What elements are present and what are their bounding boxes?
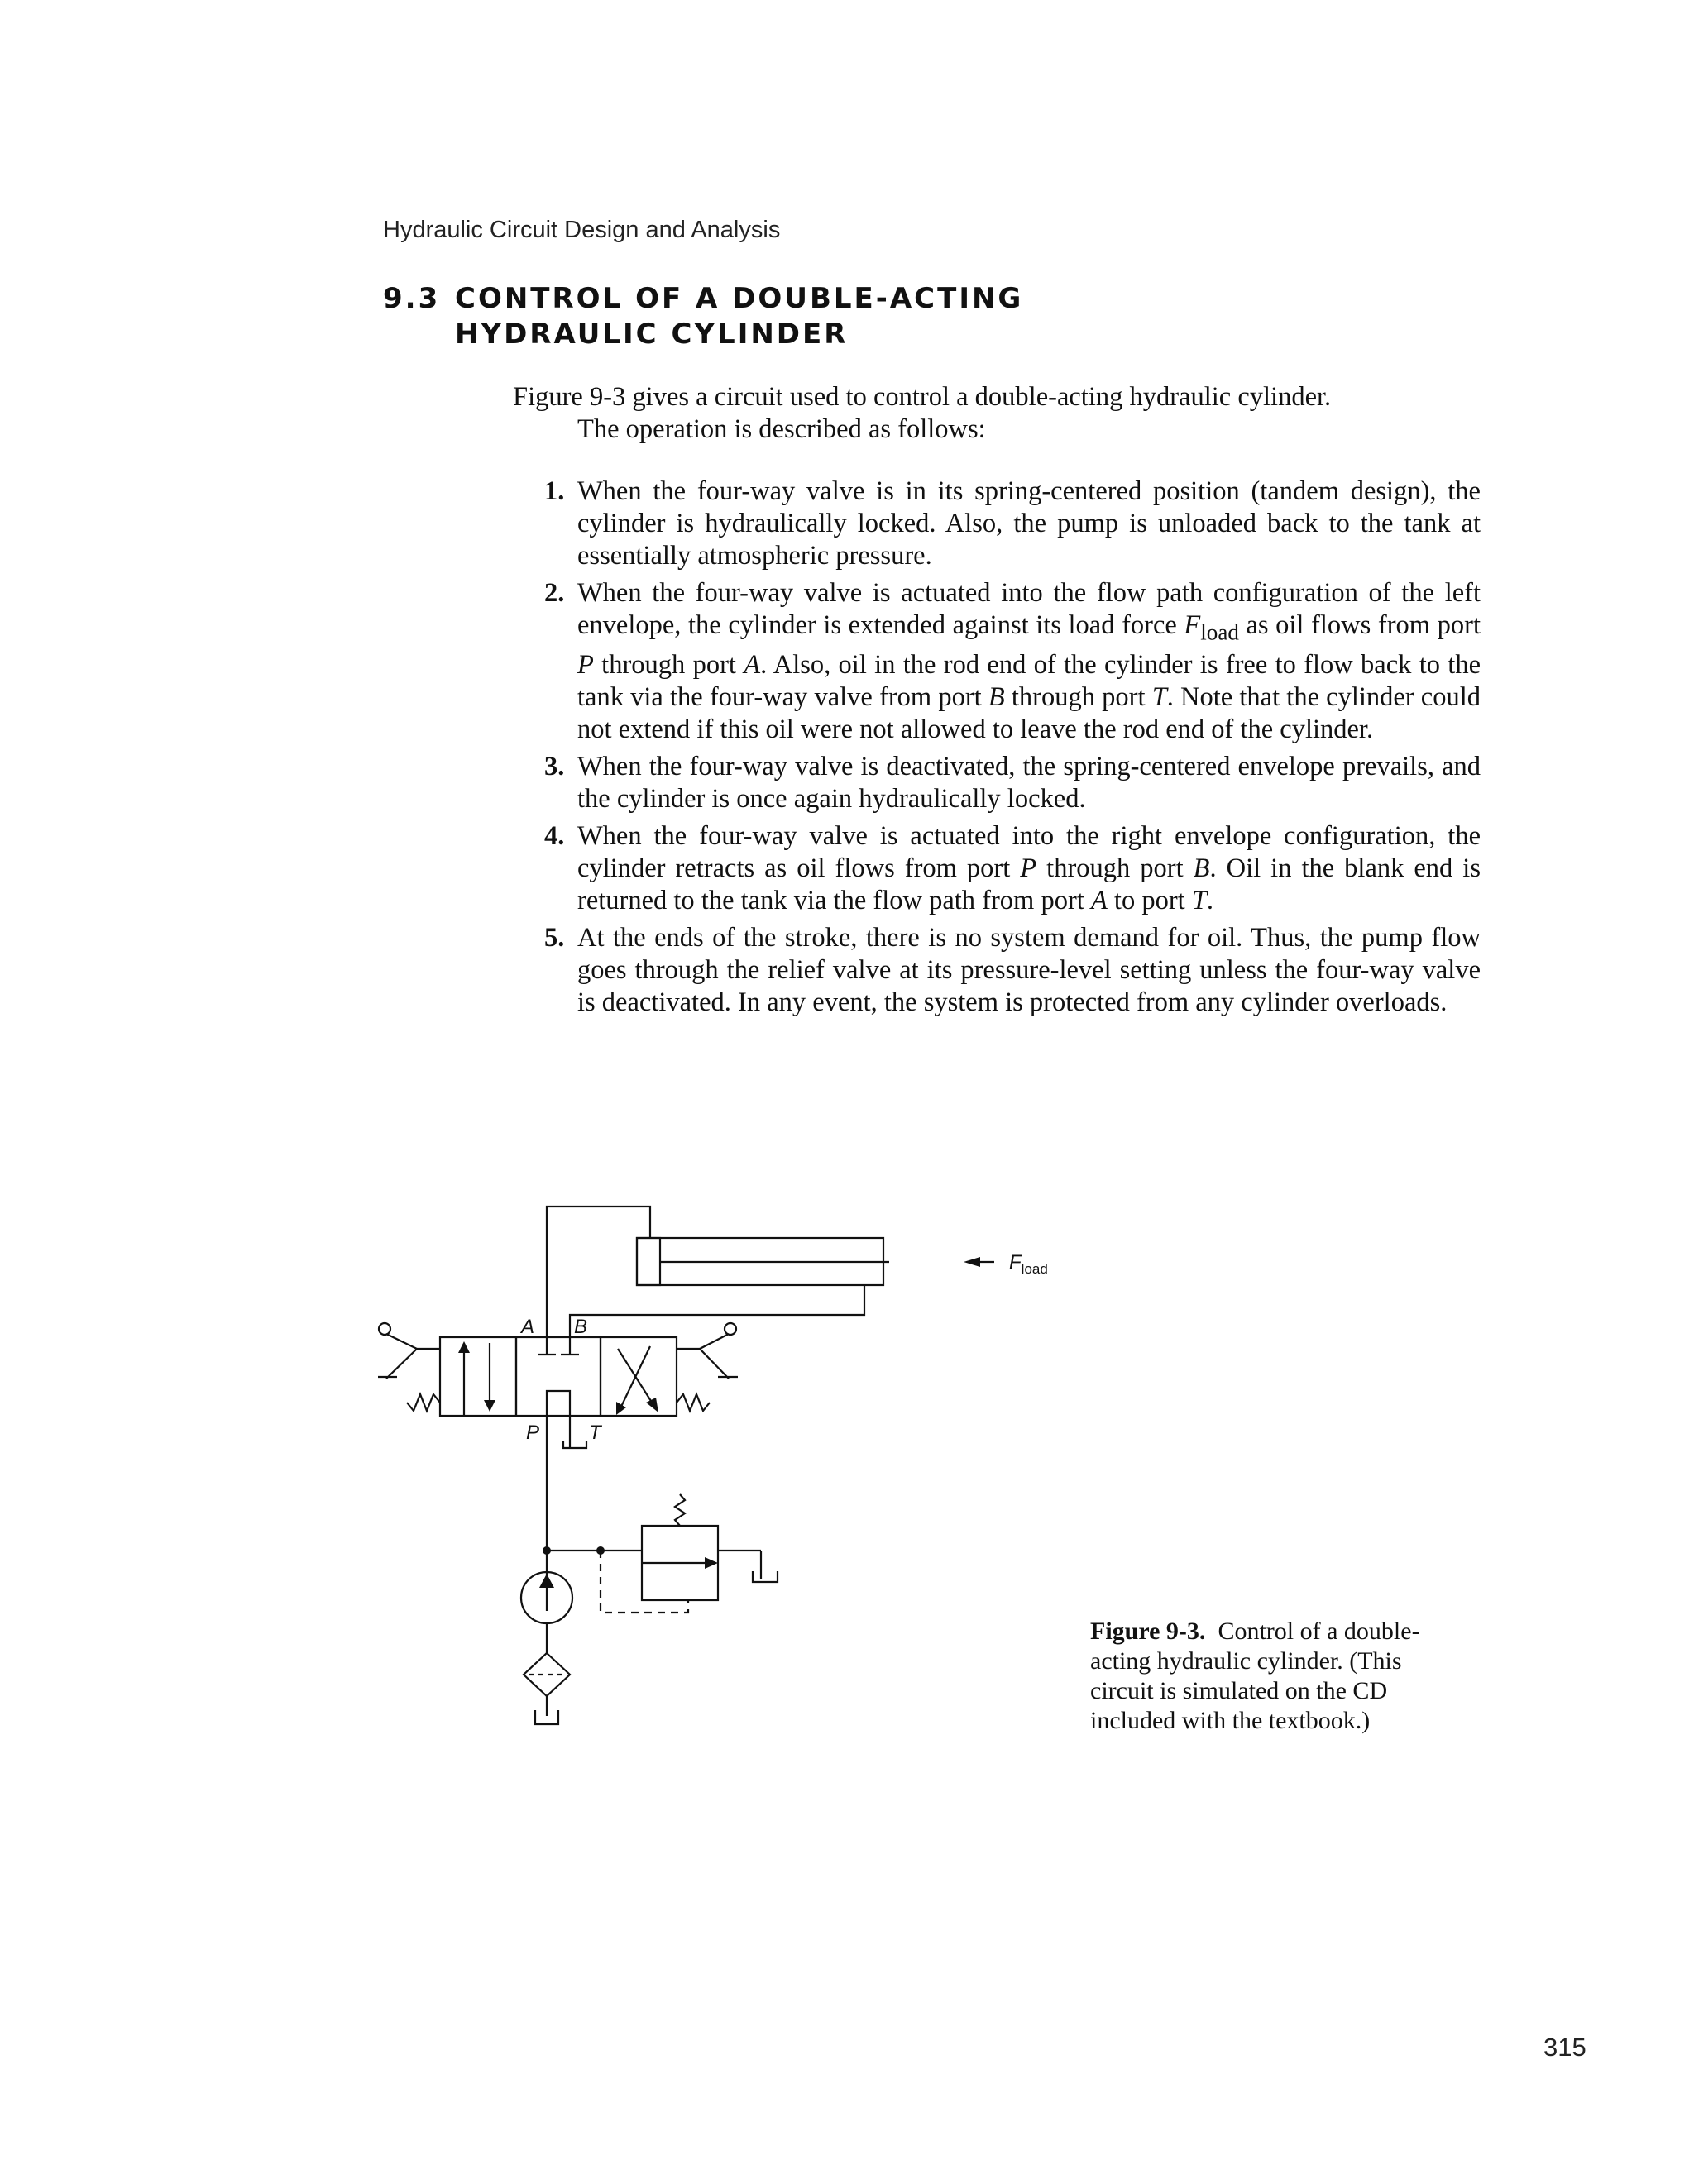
- step-text: as oil flows from port: [1238, 610, 1481, 640]
- section-heading: [383, 281, 1023, 352]
- load-force-symbol: F: [1184, 610, 1201, 640]
- step-number: 2.: [544, 578, 565, 608]
- caption-label: Figure 9-3.: [1090, 1618, 1206, 1645]
- relief-valve-spring: [675, 1494, 685, 1526]
- port-t-label: T: [589, 1422, 601, 1444]
- page-number: 315: [1543, 2033, 1586, 2062]
- step-number: 5.: [544, 922, 565, 953]
- step-text: At the ends of the stroke, there is no system demand for oil. Thus, the pump flow goes through the relief valve at its pressure-level setting unless the four-way valve is deactivated. In any event, the system is protected from any cylinder overloads.: [577, 922, 1481, 1017]
- figure-caption: [1090, 1617, 1462, 1736]
- port-b-label: B: [574, 1316, 588, 1338]
- step-number: 1.: [544, 476, 565, 506]
- hydraulic-circuit-diagram: [364, 1199, 1108, 1745]
- load-force-label: $F_{load}$: [1009, 1251, 1048, 1277]
- step-text: .: [1206, 885, 1214, 915]
- step-number: 4.: [544, 820, 565, 851]
- list-item: [513, 577, 1481, 746]
- step-text: When the four-way valve is actuated into the flow path configuration of the left envelope, the cylinder is extended against its load force: [577, 578, 1481, 640]
- right-spring: [677, 1394, 710, 1411]
- step-text: When the four-way valve is deactivated, the spring-centered envelope prevails, and the cylinder is once again hydraulically locked.: [577, 751, 1481, 814]
- four-way-valve-center-envelope: [516, 1337, 601, 1416]
- port-label: B: [988, 681, 1005, 712]
- pilot-line: [601, 1551, 688, 1613]
- intro-paragraph: [513, 381, 1481, 446]
- intro-line2: The operation is described as follows:: [577, 414, 986, 444]
- port-a-label: A: [521, 1316, 535, 1338]
- step-number: 3.: [544, 751, 565, 781]
- port-label: T: [1191, 885, 1207, 915]
- step-text: . Oil in the blank end is returned to the tank via the flow path from port: [577, 853, 1481, 915]
- step-text: . Note that the cylinder could not extend if this oil were not allowed to leave the rod end of the cylinder.: [577, 681, 1481, 744]
- left-spring: [407, 1394, 440, 1411]
- step-text: to port: [1107, 885, 1192, 915]
- step-text: through port: [1004, 681, 1152, 712]
- port-label: T: [1151, 681, 1167, 712]
- step-text: through port: [593, 649, 744, 680]
- operation-steps: [513, 476, 1481, 1024]
- list-item: [513, 751, 1481, 815]
- four-way-valve-right-envelope: [601, 1337, 677, 1416]
- port-p-label: P: [526, 1422, 540, 1444]
- port-label: B: [1193, 853, 1210, 883]
- step-text: through port: [1036, 853, 1194, 883]
- caption-text: Control of a double-acting hydraulic cylinder. (This circuit is simulated on the CD included with the textbook.): [1090, 1618, 1420, 1734]
- list-item: [513, 922, 1481, 1019]
- line-to-rod-end: [570, 1285, 864, 1341]
- port-label: P: [577, 649, 594, 680]
- load-force-subscript: load: [1200, 619, 1239, 645]
- section-number: 9.3: [383, 282, 441, 315]
- step-text: . Also, oil in the rod end of the cylinder is free to flow back to the tank via the four-way valve from port: [577, 649, 1481, 712]
- running-head: Hydraulic Circuit Design and Analysis: [383, 217, 781, 243]
- list-item: [513, 476, 1481, 572]
- port-label: A: [744, 649, 761, 680]
- port-label: P: [1020, 853, 1037, 883]
- line-to-blank-end: [547, 1207, 650, 1341]
- list-item: [513, 820, 1481, 917]
- intro-line1: Figure 9-3 gives a circuit used to control a double-acting hydraulic cylinder.: [513, 382, 1332, 412]
- section-title-line1: CONTROL OF A DOUBLE-ACTING: [455, 282, 1024, 315]
- port-label: A: [1090, 885, 1108, 915]
- four-way-valve-left-envelope: [440, 1337, 516, 1416]
- section-title-line2: HYDRAULIC CYLINDER: [455, 318, 849, 351]
- step-text: When the four-way valve is actuated into the right envelope configuration, the cylinder retracts as oil flows from port: [577, 820, 1481, 883]
- cylinder-piston: [637, 1238, 660, 1285]
- step-text: When the four-way valve is in its spring-centered position (tandem design), the cylinder is hydraulically locked. Also, the pump is unloaded back to the tank at essentially atmospheric pressure.: [577, 476, 1481, 571]
